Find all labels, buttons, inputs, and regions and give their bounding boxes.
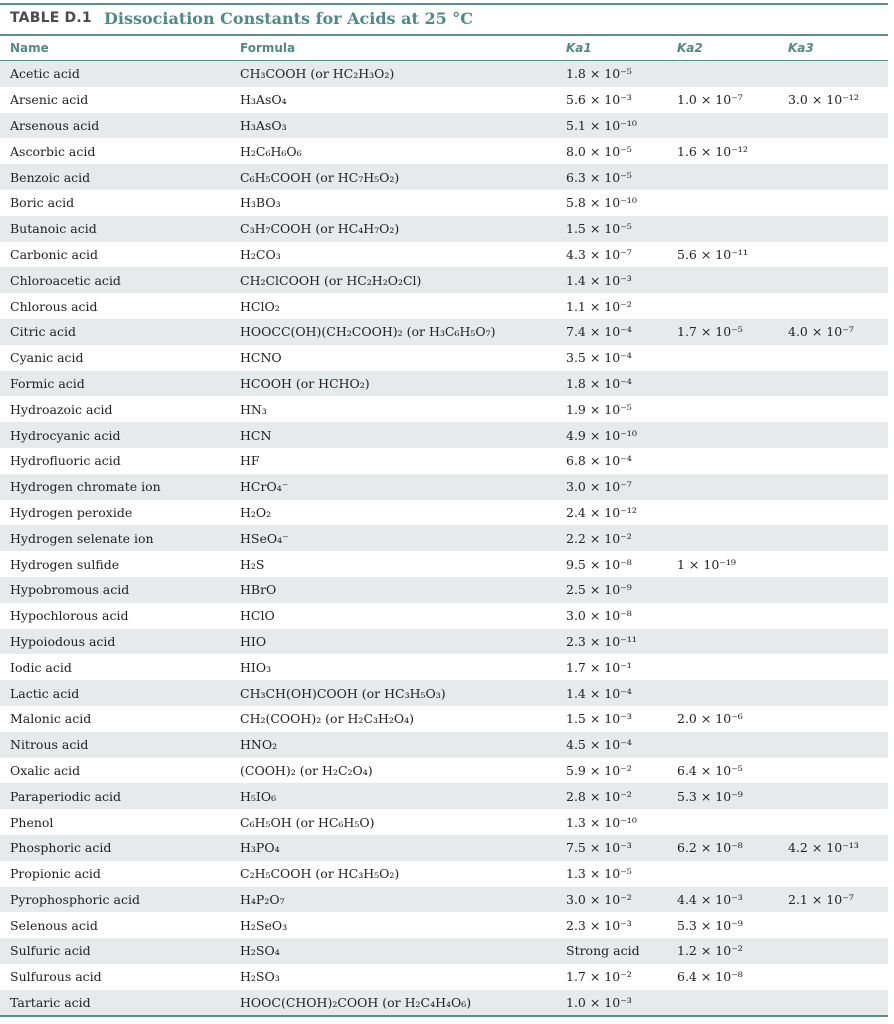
- cell-name: Hydrogen selenate ion: [0, 525, 240, 551]
- cell-name: Cyanic acid: [10, 350, 84, 366]
- cell-formula: HN₃: [240, 401, 267, 417]
- cell-ka3: [788, 345, 888, 371]
- cell-formula: HSeO₄⁻: [240, 525, 566, 551]
- cell-ka2: 1 × 10⁻¹⁹: [677, 556, 736, 572]
- cell-ka3: [788, 783, 888, 809]
- cell-ka2: [677, 680, 788, 706]
- cell-ka1: 1.3 × 10⁻⁵: [566, 866, 632, 882]
- header-ka3: Ka3: [788, 41, 814, 55]
- table-row: [0, 758, 888, 784]
- cell-ka1: 4.9 × 10⁻¹⁰: [566, 422, 677, 448]
- cell-ka3: [788, 629, 888, 655]
- cell-ka3: [788, 758, 888, 784]
- cell-ka3: [788, 61, 888, 87]
- cell-ka2: [677, 164, 788, 190]
- cell-ka1: 1.7 × 10⁻²: [566, 969, 632, 985]
- cell-name: Arsenic acid: [10, 92, 89, 108]
- cell-ka1: 6.3 × 10⁻⁵: [566, 164, 677, 190]
- cell-ka3: [788, 242, 888, 268]
- table-label: TABLE D.1: [10, 10, 92, 26]
- table-row: [0, 216, 888, 242]
- cell-ka1: 2.5 × 10⁻⁹: [566, 577, 677, 603]
- cell-name: Lactic acid: [0, 680, 240, 706]
- header-ka2: Ka2: [677, 41, 703, 55]
- table-row: [0, 938, 888, 964]
- cell-formula: C₂H₅COOH (or HC₃H₅O₂): [240, 866, 400, 882]
- cell-ka1: 5.6 × 10⁻³: [566, 92, 632, 108]
- top-rule: [0, 3, 888, 5]
- cell-ka2: 5.3 × 10⁻⁹: [677, 917, 743, 933]
- cell-ka1: 1.8 × 10⁻⁴: [566, 371, 677, 397]
- cell-ka3: [788, 474, 888, 500]
- cell-ka3: [788, 164, 888, 190]
- cell-ka2: [677, 732, 788, 758]
- cell-ka2: [677, 422, 788, 448]
- table-row: [0, 164, 888, 190]
- table-row: [0, 474, 888, 500]
- table-row: [0, 603, 888, 629]
- cell-name: Nitrous acid: [0, 732, 240, 758]
- cell-ka3: [788, 422, 888, 448]
- table-row: [0, 525, 888, 551]
- cell-name: Paraperiodic acid: [0, 783, 240, 809]
- table-row: [0, 835, 888, 861]
- cell-name: Hydroazoic acid: [10, 401, 113, 417]
- cell-name: Malonic acid: [10, 711, 92, 727]
- cell-ka2: 4.4 × 10⁻³: [677, 887, 788, 913]
- cell-ka3: 2.1 × 10⁻⁷: [788, 887, 888, 913]
- cell-name: Hypobromous acid: [0, 577, 240, 603]
- cell-ka1: 1.9 × 10⁻⁵: [566, 401, 632, 417]
- table-title: Dissociation Constants for Acids at 25 °C: [104, 9, 474, 28]
- cell-ka2: [677, 216, 788, 242]
- cell-name: Hydrogen sulfide: [10, 556, 120, 572]
- cell-ka3: [788, 216, 888, 242]
- cell-ka3: [788, 603, 888, 629]
- cell-ka1: 2.3 × 10⁻³: [566, 917, 632, 933]
- cell-formula: H₂O₂: [240, 504, 272, 520]
- cell-formula: HOOC(CHOH)₂COOH (or H₂C₄H₄O₆): [240, 990, 566, 1016]
- cell-formula: H₃AsO₃: [240, 113, 566, 139]
- cell-formula: HBrO: [240, 577, 566, 603]
- table-row: [0, 706, 888, 732]
- cell-ka2: [677, 500, 788, 526]
- cell-name: Arsenous acid: [0, 113, 240, 139]
- cell-ka1: 3.5 × 10⁻⁴: [566, 350, 632, 366]
- table-row: [0, 654, 888, 680]
- cell-ka1: 6.8 × 10⁻⁴: [566, 453, 632, 469]
- cell-ka2: 2.0 × 10⁻⁶: [677, 711, 743, 727]
- cell-ka3: 3.0 × 10⁻¹²: [788, 92, 859, 108]
- cell-ka2: [677, 190, 788, 216]
- cell-formula: CH₂ClCOOH (or HC₂H₂O₂Cl): [240, 267, 566, 293]
- table-row: [0, 680, 888, 706]
- cell-name: Selenous acid: [10, 917, 98, 933]
- cell-ka1: 1.5 × 10⁻³: [566, 711, 632, 727]
- table-row: [0, 964, 888, 990]
- cell-ka3: [788, 964, 888, 990]
- cell-ka2: [677, 525, 788, 551]
- table-row: [0, 809, 888, 835]
- cell-name: Propionic acid: [10, 866, 101, 882]
- cell-ka1: 8.0 × 10⁻⁵: [566, 143, 632, 159]
- cell-name: Butanoic acid: [0, 216, 240, 242]
- cell-ka2: [677, 293, 788, 319]
- cell-ka2: 1.2 × 10⁻²: [677, 938, 788, 964]
- cell-ka2: 1.6 × 10⁻¹²: [677, 143, 748, 159]
- cell-ka1: 1.7 × 10⁻¹: [566, 659, 632, 675]
- header-formula: Formula: [240, 41, 296, 55]
- table-row: [0, 293, 888, 319]
- cell-ka3: [788, 500, 888, 526]
- cell-ka2: [677, 629, 788, 655]
- cell-formula: CH₃CH(OH)COOH (or HC₃H₅O₃): [240, 680, 566, 706]
- cell-ka2: 5.6 × 10⁻¹¹: [677, 246, 748, 262]
- cell-name: Ascorbic acid: [10, 143, 96, 159]
- table-row: [0, 861, 888, 887]
- table-row: [0, 138, 888, 164]
- cell-ka3: 4.0 × 10⁻⁷: [788, 319, 888, 345]
- cell-ka3: [788, 809, 888, 835]
- table-row: [0, 345, 888, 371]
- cell-ka2: [677, 861, 788, 887]
- cell-ka1: 2.2 × 10⁻²: [566, 525, 677, 551]
- cell-ka1: 1.1 × 10⁻²: [566, 298, 632, 314]
- cell-name: Formic acid: [0, 371, 240, 397]
- header-name: Name: [10, 41, 49, 55]
- cell-name: Carbonic acid: [10, 246, 98, 262]
- acid-constants-table: [0, 36, 888, 1015]
- cell-ka3: [788, 371, 888, 397]
- table-row: [0, 629, 888, 655]
- cell-name: Hydrogen peroxide: [10, 504, 133, 520]
- cell-ka1: 5.9 × 10⁻²: [566, 762, 632, 778]
- table-row: [0, 242, 888, 268]
- cell-ka3: [788, 448, 888, 474]
- cell-ka3: [788, 396, 888, 422]
- table-row: [0, 113, 888, 139]
- cell-name: Chloroacetic acid: [0, 267, 240, 293]
- cell-formula: H₂SO₄: [240, 938, 566, 964]
- cell-ka1: 5.8 × 10⁻¹⁰: [566, 195, 637, 211]
- cell-ka1: 2.8 × 10⁻²: [566, 783, 677, 809]
- cell-ka3: [788, 912, 888, 938]
- cell-ka2: [677, 371, 788, 397]
- cell-name: Acetic acid: [0, 61, 240, 87]
- cell-name: Citric acid: [0, 319, 240, 345]
- cell-ka1: 2.4 × 10⁻¹²: [566, 504, 637, 520]
- cell-name: Iodic acid: [10, 659, 72, 675]
- cell-name: Boric acid: [10, 195, 75, 211]
- table-row: [0, 422, 888, 448]
- cell-formula: HCOOH (or HCHO₂): [240, 371, 566, 397]
- table-row: [0, 448, 888, 474]
- cell-formula: C₆H₅OH (or HC₆H₅O): [240, 814, 375, 830]
- table-row: [0, 577, 888, 603]
- cell-ka1: 3.0 × 10⁻⁸: [566, 608, 632, 624]
- cell-formula: H₅IO₆: [240, 783, 566, 809]
- cell-ka2: 1.7 × 10⁻⁵: [677, 319, 788, 345]
- cell-name: Sulfurous acid: [10, 969, 102, 985]
- header-row: [0, 36, 888, 61]
- cell-formula: H₂CO₃: [240, 246, 281, 262]
- table-row: [0, 912, 888, 938]
- cell-ka2: 5.3 × 10⁻⁹: [677, 783, 788, 809]
- cell-formula: HCN: [240, 422, 566, 448]
- cell-ka3: [788, 113, 888, 139]
- table-row: [0, 990, 888, 1016]
- cell-name: Phosphoric acid: [0, 835, 240, 861]
- cell-ka1: 1.4 × 10⁻³: [566, 267, 677, 293]
- table-row: [0, 500, 888, 526]
- table-row: [0, 267, 888, 293]
- cell-ka3: [788, 706, 888, 732]
- caption-rule: [0, 34, 888, 36]
- cell-ka2: [677, 654, 788, 680]
- cell-formula: H₃PO₄: [240, 835, 566, 861]
- table-row: [0, 732, 888, 758]
- cell-formula: HCrO₄⁻: [240, 474, 566, 500]
- cell-ka2: [677, 61, 788, 87]
- cell-ka3: [788, 551, 888, 577]
- cell-ka3: [788, 138, 888, 164]
- cell-ka2: [677, 603, 788, 629]
- cell-formula: HNO₂: [240, 732, 566, 758]
- cell-ka1: 3.0 × 10⁻⁷: [566, 474, 677, 500]
- cell-name: Hypoiodous acid: [0, 629, 240, 655]
- cell-formula: HCNO: [240, 350, 282, 366]
- cell-name: Pyrophosphoric acid: [0, 887, 240, 913]
- table-caption: [0, 0, 894, 36]
- cell-formula: H₂SeO₃: [240, 917, 288, 933]
- cell-ka2: [677, 809, 788, 835]
- cell-ka2: 6.2 × 10⁻⁸: [677, 835, 788, 861]
- table-row: [0, 87, 888, 113]
- cell-ka2: 6.4 × 10⁻⁵: [677, 762, 743, 778]
- cell-formula: H₃BO₃: [240, 195, 281, 211]
- table-row: [0, 319, 888, 345]
- table-body: [0, 61, 888, 1016]
- cell-ka2: [677, 345, 788, 371]
- cell-ka1: 3.0 × 10⁻²: [566, 887, 677, 913]
- cell-formula: H₃AsO₄: [240, 92, 287, 108]
- table-row: [0, 371, 888, 397]
- cell-ka2: [677, 577, 788, 603]
- cell-ka2: [677, 448, 788, 474]
- cell-name: Oxalic acid: [10, 762, 81, 778]
- cell-ka1: 7.4 × 10⁻⁴: [566, 319, 677, 345]
- cell-ka2: [677, 267, 788, 293]
- table-row: [0, 61, 888, 87]
- cell-formula: CH₃COOH (or HC₂H₃O₂): [240, 61, 566, 87]
- cell-ka3: 4.2 × 10⁻¹³: [788, 835, 888, 861]
- cell-ka1: 4.5 × 10⁻⁴: [566, 732, 677, 758]
- cell-name: Phenol: [10, 814, 54, 830]
- cell-name: Benzoic acid: [0, 164, 240, 190]
- cell-ka3: [788, 525, 888, 551]
- cell-ka1: 5.1 × 10⁻¹⁰: [566, 113, 677, 139]
- cell-formula: C₆H₅COOH (or HC₇H₅O₂): [240, 164, 566, 190]
- cell-name: Chlorous acid: [10, 298, 98, 314]
- cell-name: Hydrofluoric acid: [10, 453, 121, 469]
- cell-formula: CH₂(COOH)₂ (or H₂C₃H₂O₄): [240, 711, 415, 727]
- cell-name: Hydrogen chromate ion: [0, 474, 240, 500]
- cell-ka2: 6.4 × 10⁻⁸: [677, 969, 743, 985]
- cell-ka3: [788, 938, 888, 964]
- cell-formula: HClO: [240, 608, 275, 624]
- table-row: [0, 783, 888, 809]
- cell-ka3: [788, 732, 888, 758]
- cell-ka2: [677, 474, 788, 500]
- cell-ka1: 1.5 × 10⁻⁵: [566, 216, 677, 242]
- cell-ka1: 1.8 × 10⁻⁵: [566, 61, 677, 87]
- cell-ka3: [788, 577, 888, 603]
- cell-ka3: [788, 861, 888, 887]
- cell-formula: H₂C₆H₆O₆: [240, 143, 302, 159]
- cell-ka3: [788, 190, 888, 216]
- header-ka1: Ka1: [566, 41, 592, 55]
- cell-name: Hydrocyanic acid: [0, 422, 240, 448]
- cell-ka1: Strong acid: [566, 938, 677, 964]
- cell-ka3: [788, 654, 888, 680]
- cell-ka2: [677, 396, 788, 422]
- cell-ka3: [788, 293, 888, 319]
- cell-ka1: 4.3 × 10⁻⁷: [566, 246, 632, 262]
- cell-formula: (COOH)₂ (or H₂C₂O₄): [240, 762, 373, 778]
- cell-formula: HIO₃: [240, 659, 272, 675]
- cell-formula: HF: [240, 453, 260, 469]
- cell-formula: H₂SO₃: [240, 969, 280, 985]
- cell-ka2: 1.0 × 10⁻⁷: [677, 92, 743, 108]
- cell-name: Sulfuric acid: [0, 938, 240, 964]
- table-row: [0, 190, 888, 216]
- cell-ka1: 1.0 × 10⁻³: [566, 990, 677, 1016]
- cell-name: Hypochlorous acid: [10, 608, 129, 624]
- cell-ka2: [677, 113, 788, 139]
- table-row: [0, 396, 888, 422]
- cell-formula: HOOCC(OH)(CH₂COOH)₂ (or H₃C₆H₅O₇): [240, 319, 566, 345]
- table-row: [0, 551, 888, 577]
- cell-formula: C₃H₇COOH (or HC₄H₇O₂): [240, 216, 566, 242]
- cell-ka1: 1.3 × 10⁻¹⁰: [566, 814, 637, 830]
- cell-ka3: [788, 680, 888, 706]
- cell-formula: HClO₂: [240, 298, 280, 314]
- bottom-rule: [0, 1015, 888, 1017]
- cell-ka3: [788, 990, 888, 1016]
- cell-name: Tartaric acid: [0, 990, 240, 1016]
- cell-ka2: [677, 990, 788, 1016]
- cell-formula: HIO: [240, 629, 566, 655]
- cell-ka1: 2.3 × 10⁻¹¹: [566, 629, 677, 655]
- cell-formula: H₄P₂O₇: [240, 887, 566, 913]
- cell-ka3: [788, 267, 888, 293]
- cell-formula: H₂S: [240, 556, 265, 572]
- cell-ka1: 9.5 × 10⁻⁸: [566, 556, 632, 572]
- cell-ka1: 1.4 × 10⁻⁴: [566, 680, 677, 706]
- cell-ka1: 7.5 × 10⁻³: [566, 835, 677, 861]
- table-row: [0, 887, 888, 913]
